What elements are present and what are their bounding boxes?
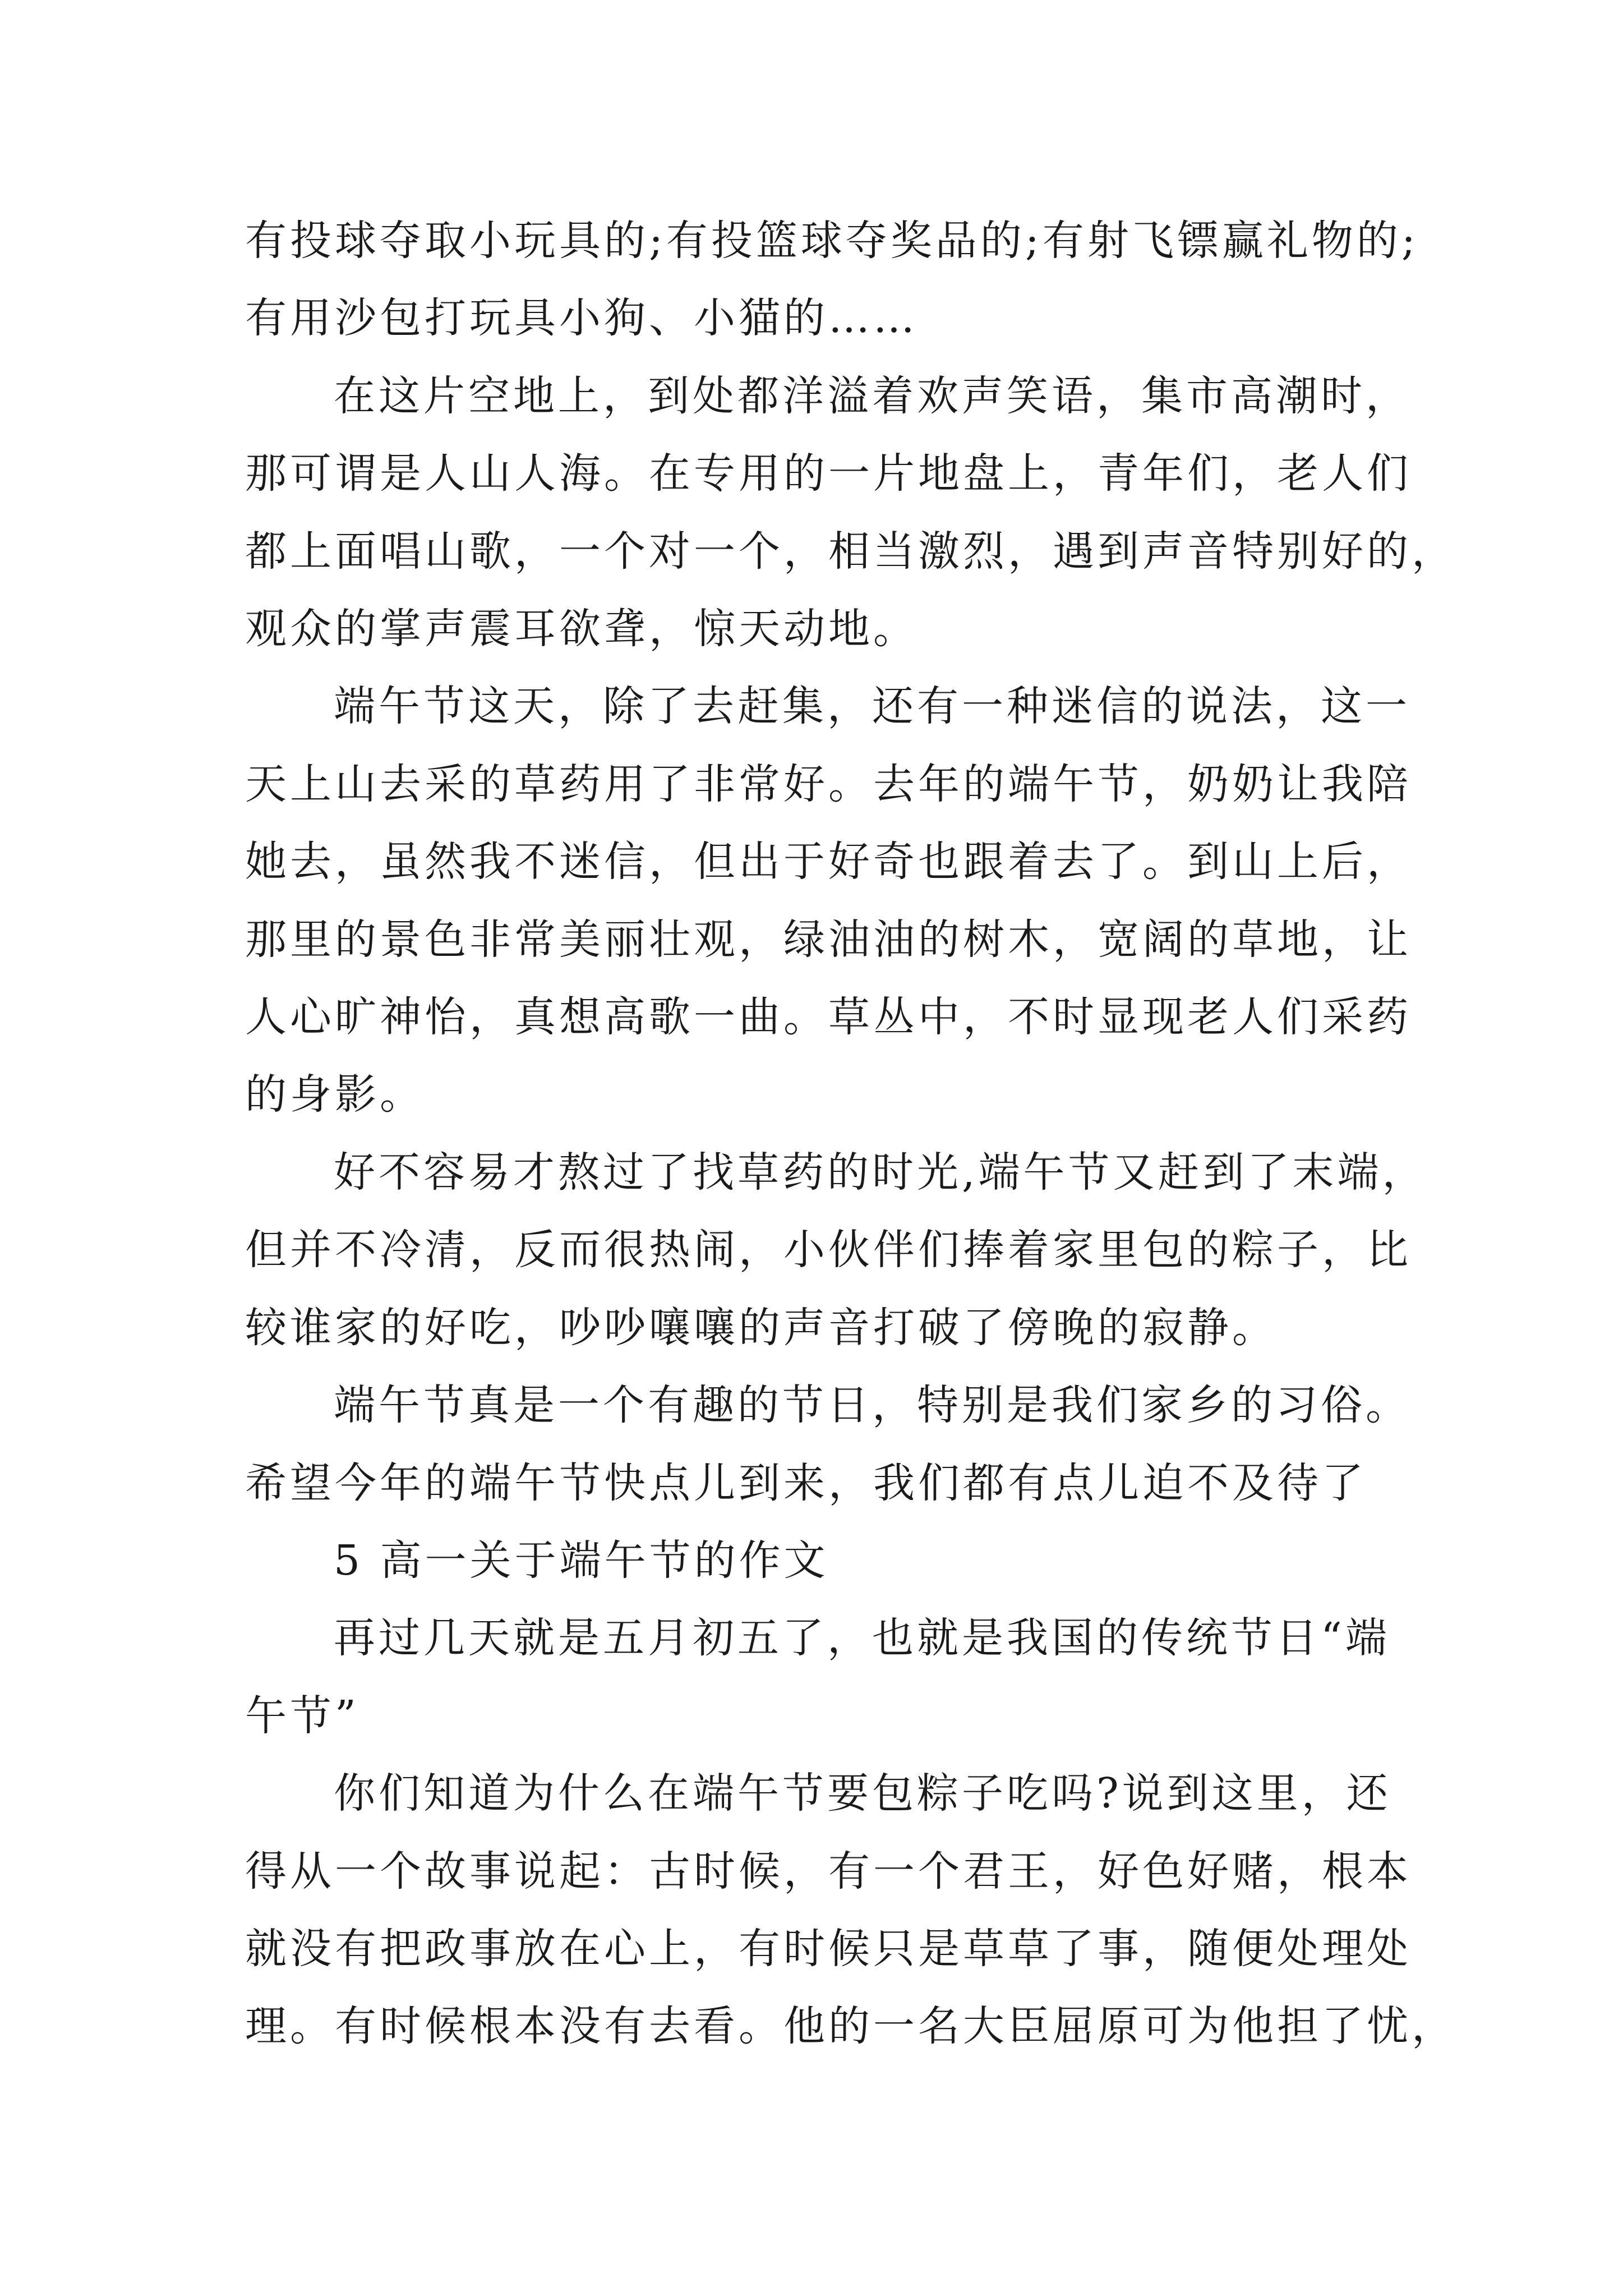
text-line: 天上山去采的草药用了非常好。去年的端午节，奶奶让我陪 — [245, 760, 1412, 808]
text-line: 较谁家的好吃，吵吵嚷嚷的声音打破了傍晚的寂静。 — [245, 1304, 1277, 1352]
text-line: 午节” — [245, 1692, 359, 1740]
text-line: 的身影。 — [245, 1070, 425, 1119]
text-line: 理。有时候根本没有去看。他的一名大臣屈原可为他担了忧， — [245, 2002, 1456, 2050]
text-line: 那里的景色非常美丽壮观，绿油油的树木，宽阔的草地，让 — [245, 915, 1412, 964]
text-line: 有用沙包打玩具小狗、小猫的…… — [245, 294, 918, 342]
text-line: 观众的掌声震耳欲聋，惊天动地。 — [245, 605, 918, 653]
text-line: 希望今年的端午节快点儿到来，我们都有点儿迫不及待了 — [245, 1459, 1367, 1507]
text-line: 人心旷神怡，真想高歌一曲。草丛中，不时显现老人们采药 — [245, 993, 1412, 1041]
text-line: 端午节这天，除了去赶集，还有一种迷信的说法，这一 — [334, 682, 1410, 730]
text-line: 她去，虽然我不迷信，但出于好奇也跟着去了。到山上后， — [245, 838, 1412, 886]
text-line: 有投球夺取小玩具的;有投篮球夺奖品的;有射飞镖赢礼物的; — [245, 217, 1419, 265]
text-line: 端午节真是一个有趣的节日，特别是我们家乡的习俗。 — [334, 1381, 1410, 1429]
text-line: 那可谓是人山人海。在专用的一片地盘上，青年们，老人们 — [245, 449, 1412, 498]
text-line: 在这片空地上，到处都洋溢着欢声笑语，集市高潮时， — [334, 372, 1410, 420]
text-line: 就没有把政事放在心上，有时候只是草草了事，随便处理处 — [245, 1925, 1412, 1973]
section-heading: 5 高一关于端午节的作文 — [334, 1536, 829, 1585]
text-line: 但并不冷清，反而很热闹，小伙伴们捧着家里包的粽子，比 — [245, 1226, 1412, 1274]
text-line: 你们知道为什么在端午节要包粽子吃吗?说到这里，还 — [334, 1769, 1391, 1818]
text-line: 再过几天就是五月初五了，也就是我国的传统节日“端 — [334, 1614, 1390, 1662]
text-line: 得从一个故事说起：古时候，有一个君王，好色好赌，根本 — [245, 1847, 1412, 1895]
text-line: 都上面唱山歌，一个对一个，相当激烈，遇到声音特别好的， — [245, 527, 1456, 576]
text-line: 好不容易才熬过了找草药的时光,端午节又赶到了末端， — [334, 1148, 1427, 1197]
